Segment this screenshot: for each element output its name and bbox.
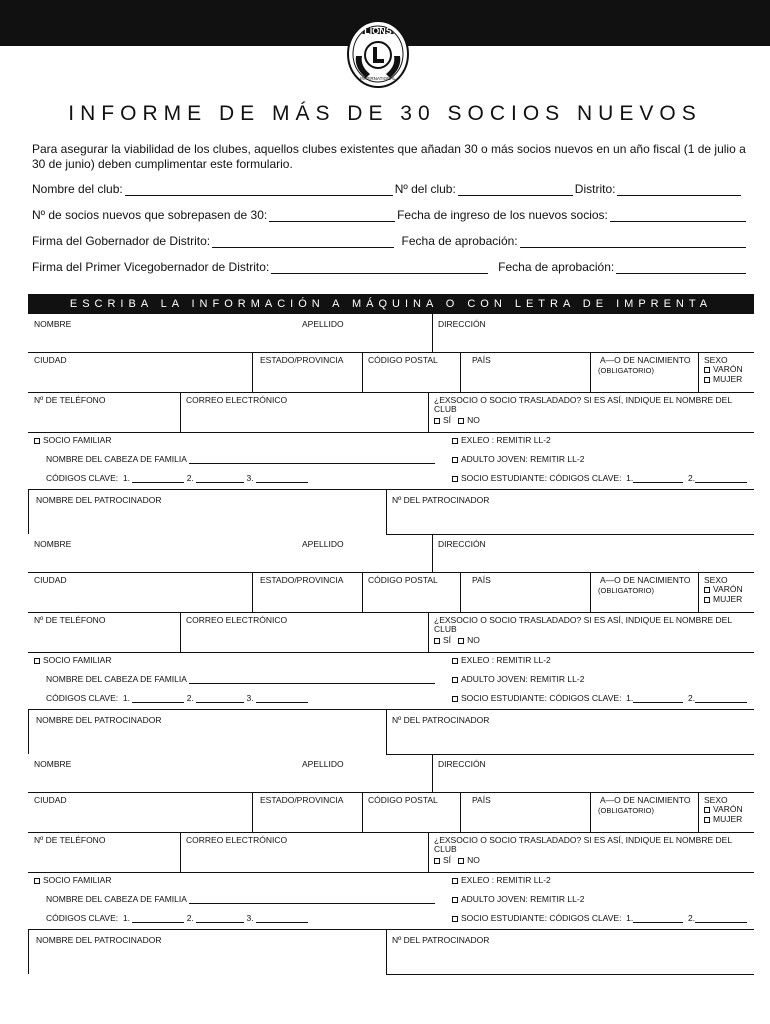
correo-label: CORREO ELECTRÓNICO (186, 395, 288, 405)
socio-familiar-label: SOCIO FAMILIAR (43, 875, 112, 885)
mujer-option[interactable] (704, 815, 742, 824)
no-checkbox[interactable] (458, 418, 464, 424)
adulto-joven-checkbox[interactable] (452, 677, 458, 683)
cabeza-familia-field[interactable] (189, 896, 435, 904)
student-code-1-label: 1. (626, 473, 634, 483)
si-checkbox[interactable] (434, 638, 440, 644)
patrocinador-label: NOMBRE DEL PATROCINADOR (36, 495, 162, 505)
nombre-label: NOMBRE (34, 759, 72, 769)
no-label: NO (467, 635, 480, 645)
code-2-field[interactable] (196, 695, 244, 703)
code-2-field[interactable] (196, 915, 244, 923)
sexo-label: SEXO (704, 575, 728, 585)
governor-signature-field[interactable] (212, 237, 393, 248)
approval-date-1-field[interactable] (520, 237, 746, 248)
entry-date-field[interactable] (610, 211, 746, 222)
member-block (28, 314, 754, 534)
cabeza-familia-label: NOMBRE DEL CABEZA DE FAMILIA (46, 674, 187, 684)
code-2-field[interactable] (196, 475, 244, 483)
member-block (28, 754, 754, 974)
n-patrocinador-label: Nº DEL PATROCINADOR (392, 935, 490, 945)
mujer-checkbox[interactable] (704, 377, 710, 383)
approval-date-2-field[interactable] (616, 263, 746, 274)
club-name-label: Nombre del club: (32, 182, 123, 196)
code-3-label: 3. (246, 473, 254, 483)
telefono-label: Nº DE TELÉFONO (34, 395, 106, 405)
direccion-label: DIRECCIÓN (438, 319, 486, 329)
socio-estudiante-row (452, 694, 747, 703)
vice-governor-signature-field[interactable] (271, 263, 488, 274)
si-label: SÍ (443, 635, 452, 645)
pais-label: PAÍS (472, 795, 491, 805)
club-name-field[interactable] (125, 185, 393, 196)
student-code-2-field[interactable] (695, 695, 747, 703)
club-number-label: Nº del club: (394, 182, 456, 196)
cabeza-familia-label: NOMBRE DEL CABEZA DE FAMILIA (46, 454, 187, 464)
code-1-field[interactable] (132, 915, 184, 923)
exsocio-label: ¿EXSOCIO O SOCIO TRASLADADO? SI ES ASÍ, INDIQUE EL NOMBRE DEL CLUB (434, 835, 732, 854)
codigos-clave-label: CÓDIGOS CLAVE: (46, 473, 119, 483)
no-checkbox[interactable] (458, 638, 464, 644)
exsocio-options (434, 636, 480, 645)
vice-governor-signature-label: Firma del Primer Vicegobernador de Distrito: (32, 260, 270, 274)
code-1-label: 1. (122, 693, 130, 703)
sexo-label: SEXO (704, 795, 728, 805)
new-members-label: Nº de socios nuevos que sobrepasen de 30: (32, 208, 268, 222)
governor-signature-label: Firma del Gobernador de Distrito: (32, 234, 211, 248)
ciudad-label: CIUDAD (34, 795, 67, 805)
codigos-clave-row (46, 694, 308, 703)
socio-familiar-label: SOCIO FAMILIAR (43, 435, 112, 445)
codigos-clave-row (46, 474, 308, 483)
socio-familiar-option[interactable] (34, 436, 112, 445)
varon-checkbox[interactable] (704, 587, 710, 593)
district-label: Distrito: (574, 182, 616, 196)
student-code-1-label: 1. (626, 693, 634, 703)
socio-familiar-checkbox[interactable] (34, 878, 40, 884)
exleo-label: EXLEO : REMITIR LL-2 (461, 875, 551, 885)
exleo-option[interactable] (452, 876, 551, 885)
club-info-row (32, 180, 748, 196)
varon-label: VARÓN (713, 364, 743, 374)
new-members-row (32, 206, 748, 222)
cabeza-familia-row (46, 895, 435, 904)
estado-label: ESTADO/PROVINCIA (260, 355, 344, 365)
apellido-label: APELLIDO (302, 319, 344, 329)
codigo-postal-label: CÓDIGO POSTAL (368, 355, 438, 365)
adulto-joven-label: ADULTO JOVEN: REMITIR LL-2 (461, 454, 585, 464)
socio-familiar-label: SOCIO FAMILIAR (43, 655, 112, 665)
new-members-field[interactable] (269, 211, 395, 222)
print-instruction-banner: ESCRIBA LA INFORMACIÓN A MÁQUINA O CON LETRA DE IMPRENTA (28, 294, 754, 314)
district-field[interactable] (617, 185, 741, 196)
ciudad-label: CIUDAD (34, 355, 67, 365)
direccion-label: DIRECCIÓN (438, 539, 486, 549)
estado-label: ESTADO/PROVINCIA (260, 575, 344, 585)
si-checkbox[interactable] (434, 858, 440, 864)
cabeza-familia-field[interactable] (189, 676, 435, 684)
mujer-checkbox[interactable] (704, 817, 710, 823)
ciudad-label: CIUDAD (34, 575, 67, 585)
vice-governor-row (32, 258, 748, 274)
cabeza-familia-row (46, 455, 435, 464)
svg-text:LIONS: LIONS (364, 26, 392, 36)
student-code-2-field[interactable] (695, 915, 747, 923)
varon-option[interactable] (704, 805, 743, 814)
adulto-joven-option[interactable] (452, 675, 584, 684)
mujer-label: MUJER (713, 374, 743, 384)
socio-estudiante-label: SOCIO ESTUDIANTE: CÓDIGOS CLAVE: (461, 473, 622, 483)
codigos-clave-row (46, 914, 308, 923)
n-patrocinador-label: Nº DEL PATROCINADOR (392, 495, 490, 505)
exleo-option[interactable] (452, 656, 551, 665)
lions-logo-icon (346, 20, 410, 92)
adulto-joven-option[interactable] (452, 895, 584, 904)
code-2-label: 2. (186, 693, 194, 703)
nombre-label: NOMBRE (34, 319, 72, 329)
correo-label: CORREO ELECTRÓNICO (186, 835, 288, 845)
nacimiento-label: A—O DE NACIMIENTO (600, 795, 691, 805)
socio-familiar-checkbox[interactable] (34, 658, 40, 664)
patrocinador-label: NOMBRE DEL PATROCINADOR (36, 715, 162, 725)
exleo-checkbox[interactable] (452, 878, 458, 884)
socio-familiar-checkbox[interactable] (34, 438, 40, 444)
code-1-field[interactable] (132, 475, 184, 483)
nombre-label: NOMBRE (34, 539, 72, 549)
socio-estudiante-row (452, 914, 747, 923)
nacimiento-label: A—O DE NACIMIENTO (600, 575, 691, 585)
student-code-1-field[interactable] (633, 915, 683, 923)
si-label: SÍ (443, 855, 452, 865)
adulto-joven-checkbox[interactable] (452, 897, 458, 903)
socio-estudiante-label: SOCIO ESTUDIANTE: CÓDIGOS CLAVE: (461, 913, 622, 923)
exsocio-label: ¿EXSOCIO O SOCIO TRASLADADO? SI ES ASÍ, INDIQUE EL NOMBRE DEL CLUB (434, 395, 732, 414)
exsocio-label: ¿EXSOCIO O SOCIO TRASLADADO? SI ES ASÍ, INDIQUE EL NOMBRE DEL CLUB (434, 615, 732, 634)
varon-label: VARÓN (713, 804, 743, 814)
varon-checkbox[interactable] (704, 807, 710, 813)
student-code-2-field[interactable] (695, 475, 747, 483)
code-3-field[interactable] (256, 475, 308, 483)
club-number-field[interactable] (458, 185, 573, 196)
socio-estudiante-checkbox[interactable] (452, 916, 458, 922)
n-patrocinador-label: Nº DEL PATROCINADOR (392, 715, 490, 725)
exleo-checkbox[interactable] (452, 658, 458, 664)
varon-checkbox[interactable] (704, 367, 710, 373)
code-1-label: 1. (122, 913, 130, 923)
exleo-option[interactable] (452, 436, 551, 445)
pais-label: PAÍS (472, 355, 491, 365)
telefono-label: Nº DE TELÉFONO (34, 835, 106, 845)
socio-estudiante-checkbox[interactable] (452, 696, 458, 702)
socio-familiar-option[interactable] (34, 876, 112, 885)
apellido-label: APELLIDO (302, 539, 344, 549)
exleo-label: EXLEO : REMITIR LL-2 (461, 435, 551, 445)
code-3-field[interactable] (256, 695, 308, 703)
varon-option[interactable] (704, 365, 743, 374)
exleo-checkbox[interactable] (452, 438, 458, 444)
codigo-postal-label: CÓDIGO POSTAL (368, 575, 438, 585)
exsocio-options (434, 856, 480, 865)
nacimiento-label: A—O DE NACIMIENTO (600, 355, 691, 365)
si-label: SÍ (443, 415, 452, 425)
student-code-1-label: 1. (626, 913, 634, 923)
code-1-label: 1. (122, 473, 130, 483)
telefono-label: Nº DE TELÉFONO (34, 615, 106, 625)
approval-date-2-label: Fecha de aprobación: (498, 260, 615, 274)
mujer-option[interactable] (704, 375, 742, 384)
code-1-field[interactable] (132, 695, 184, 703)
mujer-checkbox[interactable] (704, 597, 710, 603)
no-checkbox[interactable] (458, 858, 464, 864)
governor-row (32, 232, 748, 248)
code-3-field[interactable] (256, 915, 308, 923)
student-code-1-field[interactable] (633, 695, 683, 703)
mujer-label: MUJER (713, 814, 743, 824)
si-checkbox[interactable] (434, 418, 440, 424)
code-3-label: 3. (246, 913, 254, 923)
adulto-joven-label: ADULTO JOVEN: REMITIR LL-2 (461, 674, 585, 684)
apellido-label: APELLIDO (302, 759, 344, 769)
code-3-label: 3. (246, 693, 254, 703)
socio-familiar-option[interactable] (34, 656, 112, 665)
student-code-2-label: 2. (688, 913, 696, 923)
adulto-joven-label: ADULTO JOVEN: REMITIR LL-2 (461, 894, 585, 904)
intro-text: Para asegurar la viabilidad de los clubes, aquellos clubes existentes que añadan 30 o más socios nuevos en un año fiscal (1 de julio a 30 de junio) deben cumplimentar este formulario. (32, 142, 746, 171)
codigos-clave-label: CÓDIGOS CLAVE: (46, 913, 119, 923)
svg-text:INTERNATIONAL: INTERNATIONAL (360, 76, 396, 81)
exsocio-options (434, 416, 480, 425)
socio-estudiante-row (452, 474, 747, 483)
codigo-postal-label: CÓDIGO POSTAL (368, 795, 438, 805)
correo-label: CORREO ELECTRÓNICO (186, 615, 288, 625)
varon-option[interactable] (704, 585, 743, 594)
approval-date-1-label: Fecha de aprobación: (401, 234, 518, 248)
student-code-1-field[interactable] (633, 475, 683, 483)
student-code-2-label: 2. (688, 473, 696, 483)
varon-label: VARÓN (713, 584, 743, 594)
sexo-label: SEXO (704, 355, 728, 365)
code-2-label: 2. (186, 913, 194, 923)
socio-estudiante-checkbox[interactable] (452, 476, 458, 482)
cabeza-familia-field[interactable] (189, 456, 435, 464)
obligatorio-label: (OBLIGATORIO) (598, 366, 654, 375)
codigos-clave-label: CÓDIGOS CLAVE: (46, 693, 119, 703)
direccion-label: DIRECCIÓN (438, 759, 486, 769)
obligatorio-label: (OBLIGATORIO) (598, 586, 654, 595)
obligatorio-label: (OBLIGATORIO) (598, 806, 654, 815)
entry-date-label: Fecha de ingreso de los nuevos socios: (397, 208, 608, 222)
member-block (28, 534, 754, 754)
pais-label: PAÍS (472, 575, 491, 585)
exleo-label: EXLEO : REMITIR LL-2 (461, 655, 551, 665)
no-label: NO (467, 855, 480, 865)
code-2-label: 2. (186, 473, 194, 483)
mujer-label: MUJER (713, 594, 743, 604)
adulto-joven-checkbox[interactable] (452, 457, 458, 463)
student-code-2-label: 2. (688, 693, 696, 703)
patrocinador-label: NOMBRE DEL PATROCINADOR (36, 935, 162, 945)
page-title: INFORME DE MÁS DE 30 SOCIOS NUEVOS (68, 102, 702, 125)
estado-label: ESTADO/PROVINCIA (260, 795, 344, 805)
no-label: NO (467, 415, 480, 425)
mujer-option[interactable] (704, 595, 742, 604)
socio-estudiante-label: SOCIO ESTUDIANTE: CÓDIGOS CLAVE: (461, 693, 622, 703)
cabeza-familia-row (46, 675, 435, 684)
adulto-joven-option[interactable] (452, 455, 584, 464)
cabeza-familia-label: NOMBRE DEL CABEZA DE FAMILIA (46, 894, 187, 904)
